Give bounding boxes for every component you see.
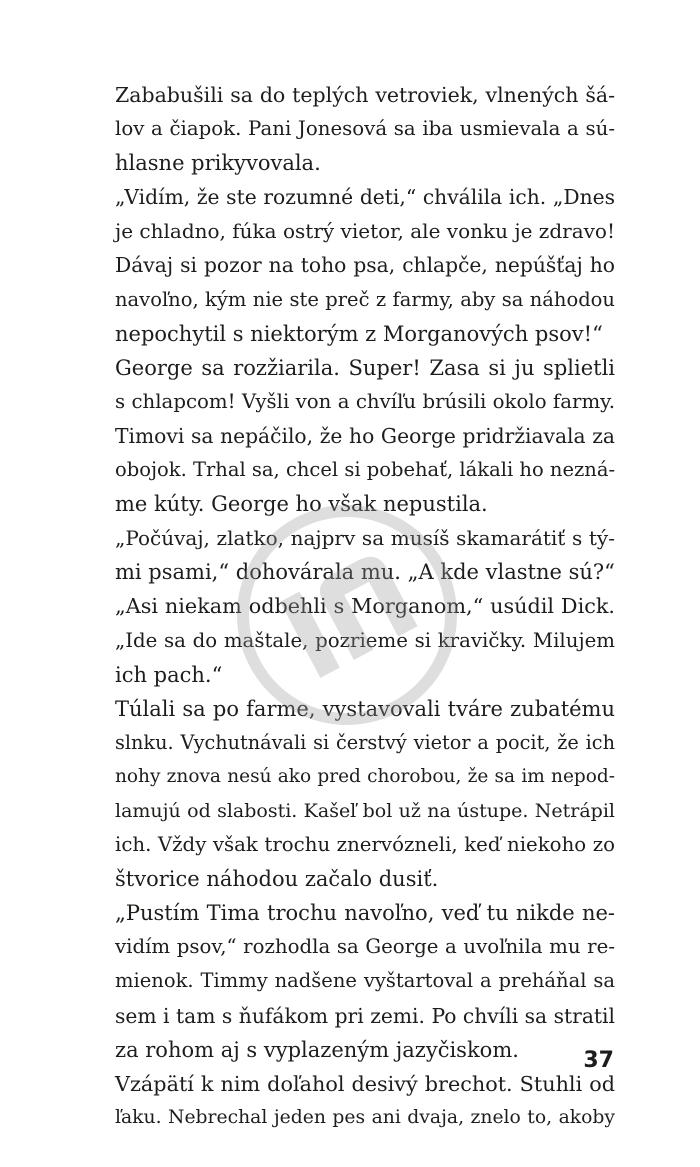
text-line: „Počúvaj, zlatko, najprv sa musíš skamarátiť s tý-	[115, 526, 615, 551]
body-text	[115, 78, 615, 1135]
text-line: Túlali sa po farme, vystavovali tváre zubatému	[115, 696, 615, 721]
text-line: „Ide sa do maštale, pozrieme si kravičky. Milujem	[115, 628, 615, 652]
text-line: me kúty. George ho však nepustila.	[115, 492, 488, 517]
text-line: ich pach.“	[115, 662, 223, 687]
text-line: „Vidím, že ste rozumné deti,“ chválila ich. „Dnes	[115, 185, 615, 210]
text-line: navoľno, kým nie ste preč z farmy, aby sa náhodou	[115, 287, 615, 311]
text-line: mi psami,“ dohovárala mu. „A kde vlastne sú?“	[115, 560, 615, 585]
text-line: vidím psov,“ rozhodla sa George a uvoľnila mu re-	[115, 935, 615, 959]
text-line: „Pustím Tima trochu navoľno, veď tu nikde ne-	[115, 901, 615, 926]
text-line: slnku. Vychutnávali si čerstvý vietor a pocit, že ich	[115, 730, 615, 754]
text-line: lov a čiapok. Pani Jonesová sa iba usmievala a sú-	[115, 117, 615, 141]
text-line: mienok. Timmy nadšene vyštartoval a preháňal sa	[115, 969, 615, 993]
text-line: Zababušili sa do teplých vetroviek, vlnených šá-	[115, 83, 615, 107]
text-line: hlasne prikyvovala.	[115, 151, 321, 176]
text-line: lamujú od slabosti. Kašeľ bol už na ústupe. Netrápil	[115, 799, 615, 822]
text-line: „Asi niekam odbehli s Morganom,“ usúdil Dick.	[115, 594, 615, 619]
text-line: Vzápätí k nim doľahol desivý brechot. Stuhli od	[115, 1071, 615, 1096]
page-number: 37	[583, 1048, 614, 1073]
text-line: nohy znova nesú ako pred chorobou, že sa im nepod-	[115, 765, 615, 787]
text-line: štvorice náhodou začalo dusiť.	[115, 867, 439, 892]
text-line: ľaku. Nebrechal jeden pes ani dvaja, znelo to, akoby	[115, 1106, 615, 1128]
text-line: za rohom aj s vyplazeným jazyčiskom.	[115, 1037, 519, 1062]
text-line: George sa rozžiarila. Super! Zasa si ju splietli	[115, 355, 615, 380]
text-line: nepochytil s niektorým z Morganových psov!“	[115, 321, 603, 346]
text-line: ich. Vždy však trochu znervózneli, keď niekoho zo	[115, 833, 615, 857]
text-line: Dávaj si pozor na toho psa, chlapče, nepúšťaj ho	[115, 253, 615, 278]
text-line: obojok. Trhal sa, chcel si pobehať, lákali ho nezná-	[115, 458, 616, 482]
text-line: sem i tam s ňufákom pri zemi. Po chvíli sa stratil	[115, 1003, 615, 1028]
text-line: Timovi sa nepáčilo, že ho George pridržiavala za	[115, 423, 615, 448]
text-line: je chladno, fúka ostrý vietor, ale vonku je zdravo!	[115, 219, 615, 244]
text-line: s chlapcom! Vyšli von a chvíľu brúsili okolo farmy.	[115, 389, 615, 413]
